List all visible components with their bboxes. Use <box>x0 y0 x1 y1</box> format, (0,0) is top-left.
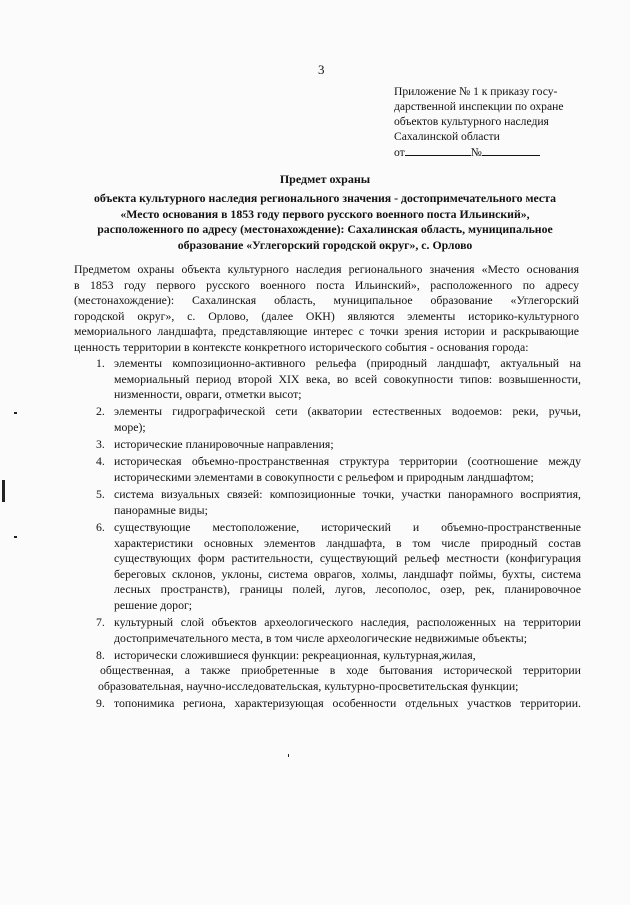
number-prefix: № <box>470 146 482 159</box>
item-number: 8. <box>96 647 105 662</box>
number-blank <box>482 144 540 156</box>
item-line: панорамные виды; <box>114 502 208 517</box>
intro-line: городской округ», с. Орлово, (далее ОКН) являются элементы историко-культурного <box>74 308 579 323</box>
title-line: расположенного по адресу (местонахождение): Сахалинская область, муниципальное <box>97 222 553 237</box>
item-number: 1. <box>96 356 105 370</box>
appendix-line: Сахалинской области <box>394 130 500 143</box>
item-line: историческими элементами в совокупности с рельефом и природным ландшафтом; <box>114 469 534 484</box>
item-number: 2. <box>96 404 105 419</box>
item-line: береговых склонов, уклоны, система оврагов, холмы, ландшафт поймы, бухты, система <box>114 566 581 581</box>
intro-line: в 1853 году первого русского военного поста Ильинский», расположенного по адресу <box>74 277 579 292</box>
item-line: лесных пространств), границы полей, лугов, лесополос, озер, рек, планировочное <box>114 582 581 597</box>
title-heading: Предмет охраны <box>279 172 371 186</box>
title-line: «Место основания в 1853 году первого русского военного поста Ильинский», <box>120 206 530 221</box>
item-line: низменности, овраги, отметки высот; <box>114 387 302 402</box>
item-line: топонимика региона, характеризующая особенности отдельных участков территории. <box>114 696 581 711</box>
item-line: достопримечательного места, в том числе археологические недвижимые объекты; <box>114 630 527 645</box>
title-line: образование «Углегорский городской округ», с. Орлово <box>177 237 473 252</box>
item-line: общественная, а также приобретенные в ходе бытования исторической территории <box>100 663 581 678</box>
list-item <box>74 648 581 695</box>
appendix-line: объектов культурного наследия <box>394 115 549 128</box>
scan-mark <box>14 536 17 538</box>
document-title <box>70 172 580 253</box>
item-number: 6. <box>96 519 105 534</box>
date-blank <box>405 144 471 156</box>
title-line: объекта культурного наследия регионального значения - достопримечательного места <box>93 191 557 206</box>
appendix-line: Приложение № 1 к приказу госу- <box>394 85 558 98</box>
list-item <box>74 615 581 646</box>
item-line: существующие местоположение, исторический и объемно-пространственные <box>114 519 581 534</box>
item-line: система визуальных связей: композиционные точки, участки панорамного восприятия, <box>114 487 581 502</box>
item-line: характеристики основных элементов ландшафта, в том числе природный состав <box>114 535 581 550</box>
list-item <box>74 404 581 435</box>
appendix-date-number-line <box>394 144 584 160</box>
intro-line: ценность территории в контексте конкретного исторического события - основания города: <box>74 339 529 354</box>
list-item <box>74 487 581 518</box>
item-number: 4. <box>96 454 105 469</box>
appendix-header <box>394 84 584 160</box>
page-number: 3 <box>318 62 325 77</box>
date-prefix: от <box>394 146 405 159</box>
appendix-line: дарственной инспекции по охране <box>394 100 564 113</box>
item-line: мемориальный период второй XIX века, во всей совокупности типов: возвышенности, <box>114 371 581 386</box>
list-item <box>74 356 581 403</box>
intro-line: (местонахождение): Сахалинская область, муниципальное образование «Углегорский <box>74 293 579 308</box>
intro-line: мемориального ландшафта, представляющие интерес с точки зрения истории и раскрывающие <box>74 324 579 339</box>
scan-mark <box>288 754 289 757</box>
scan-mark <box>14 412 17 414</box>
item-line: море); <box>114 419 146 434</box>
item-line: историческая объемно-пространственная структура территории (соотношение между <box>114 454 581 469</box>
scan-mark <box>2 480 5 502</box>
item-line: существующих форм растительности, существующий рельеф местности (конфигурация <box>114 551 581 566</box>
item-number: 3. <box>96 437 105 452</box>
item-line: исторические планировочные направления; <box>114 437 334 452</box>
list-item <box>74 520 581 614</box>
item-number: 9. <box>96 696 105 711</box>
item-line: образовательная, научно-исследовательская, культурно-просветительская функции; <box>98 679 519 694</box>
item-number: 5. <box>96 487 105 502</box>
item-line: элементы гидрографической сети (акватории естественных водоемов: реки, ручьи, <box>114 404 581 419</box>
intro-paragraph <box>74 262 579 356</box>
item-line: культурный слой объектов археологического наследия, расположенных на территории <box>114 615 581 630</box>
item-line: элементы композиционно-активного рельефа (природный ландшафт, актуальный на <box>114 356 581 370</box>
intro-line: Предметом охраны объекта культурного наследия регионального значения «Место основания <box>74 262 579 276</box>
protection-items-list <box>74 356 581 713</box>
list-item <box>74 696 581 712</box>
item-line: исторически сложившиеся функции: рекреационная, культурная,жилая, <box>114 647 476 662</box>
list-item <box>74 437 581 453</box>
item-line: решение дорог; <box>114 597 193 612</box>
list-item <box>74 454 581 485</box>
item-number: 7. <box>96 615 105 630</box>
